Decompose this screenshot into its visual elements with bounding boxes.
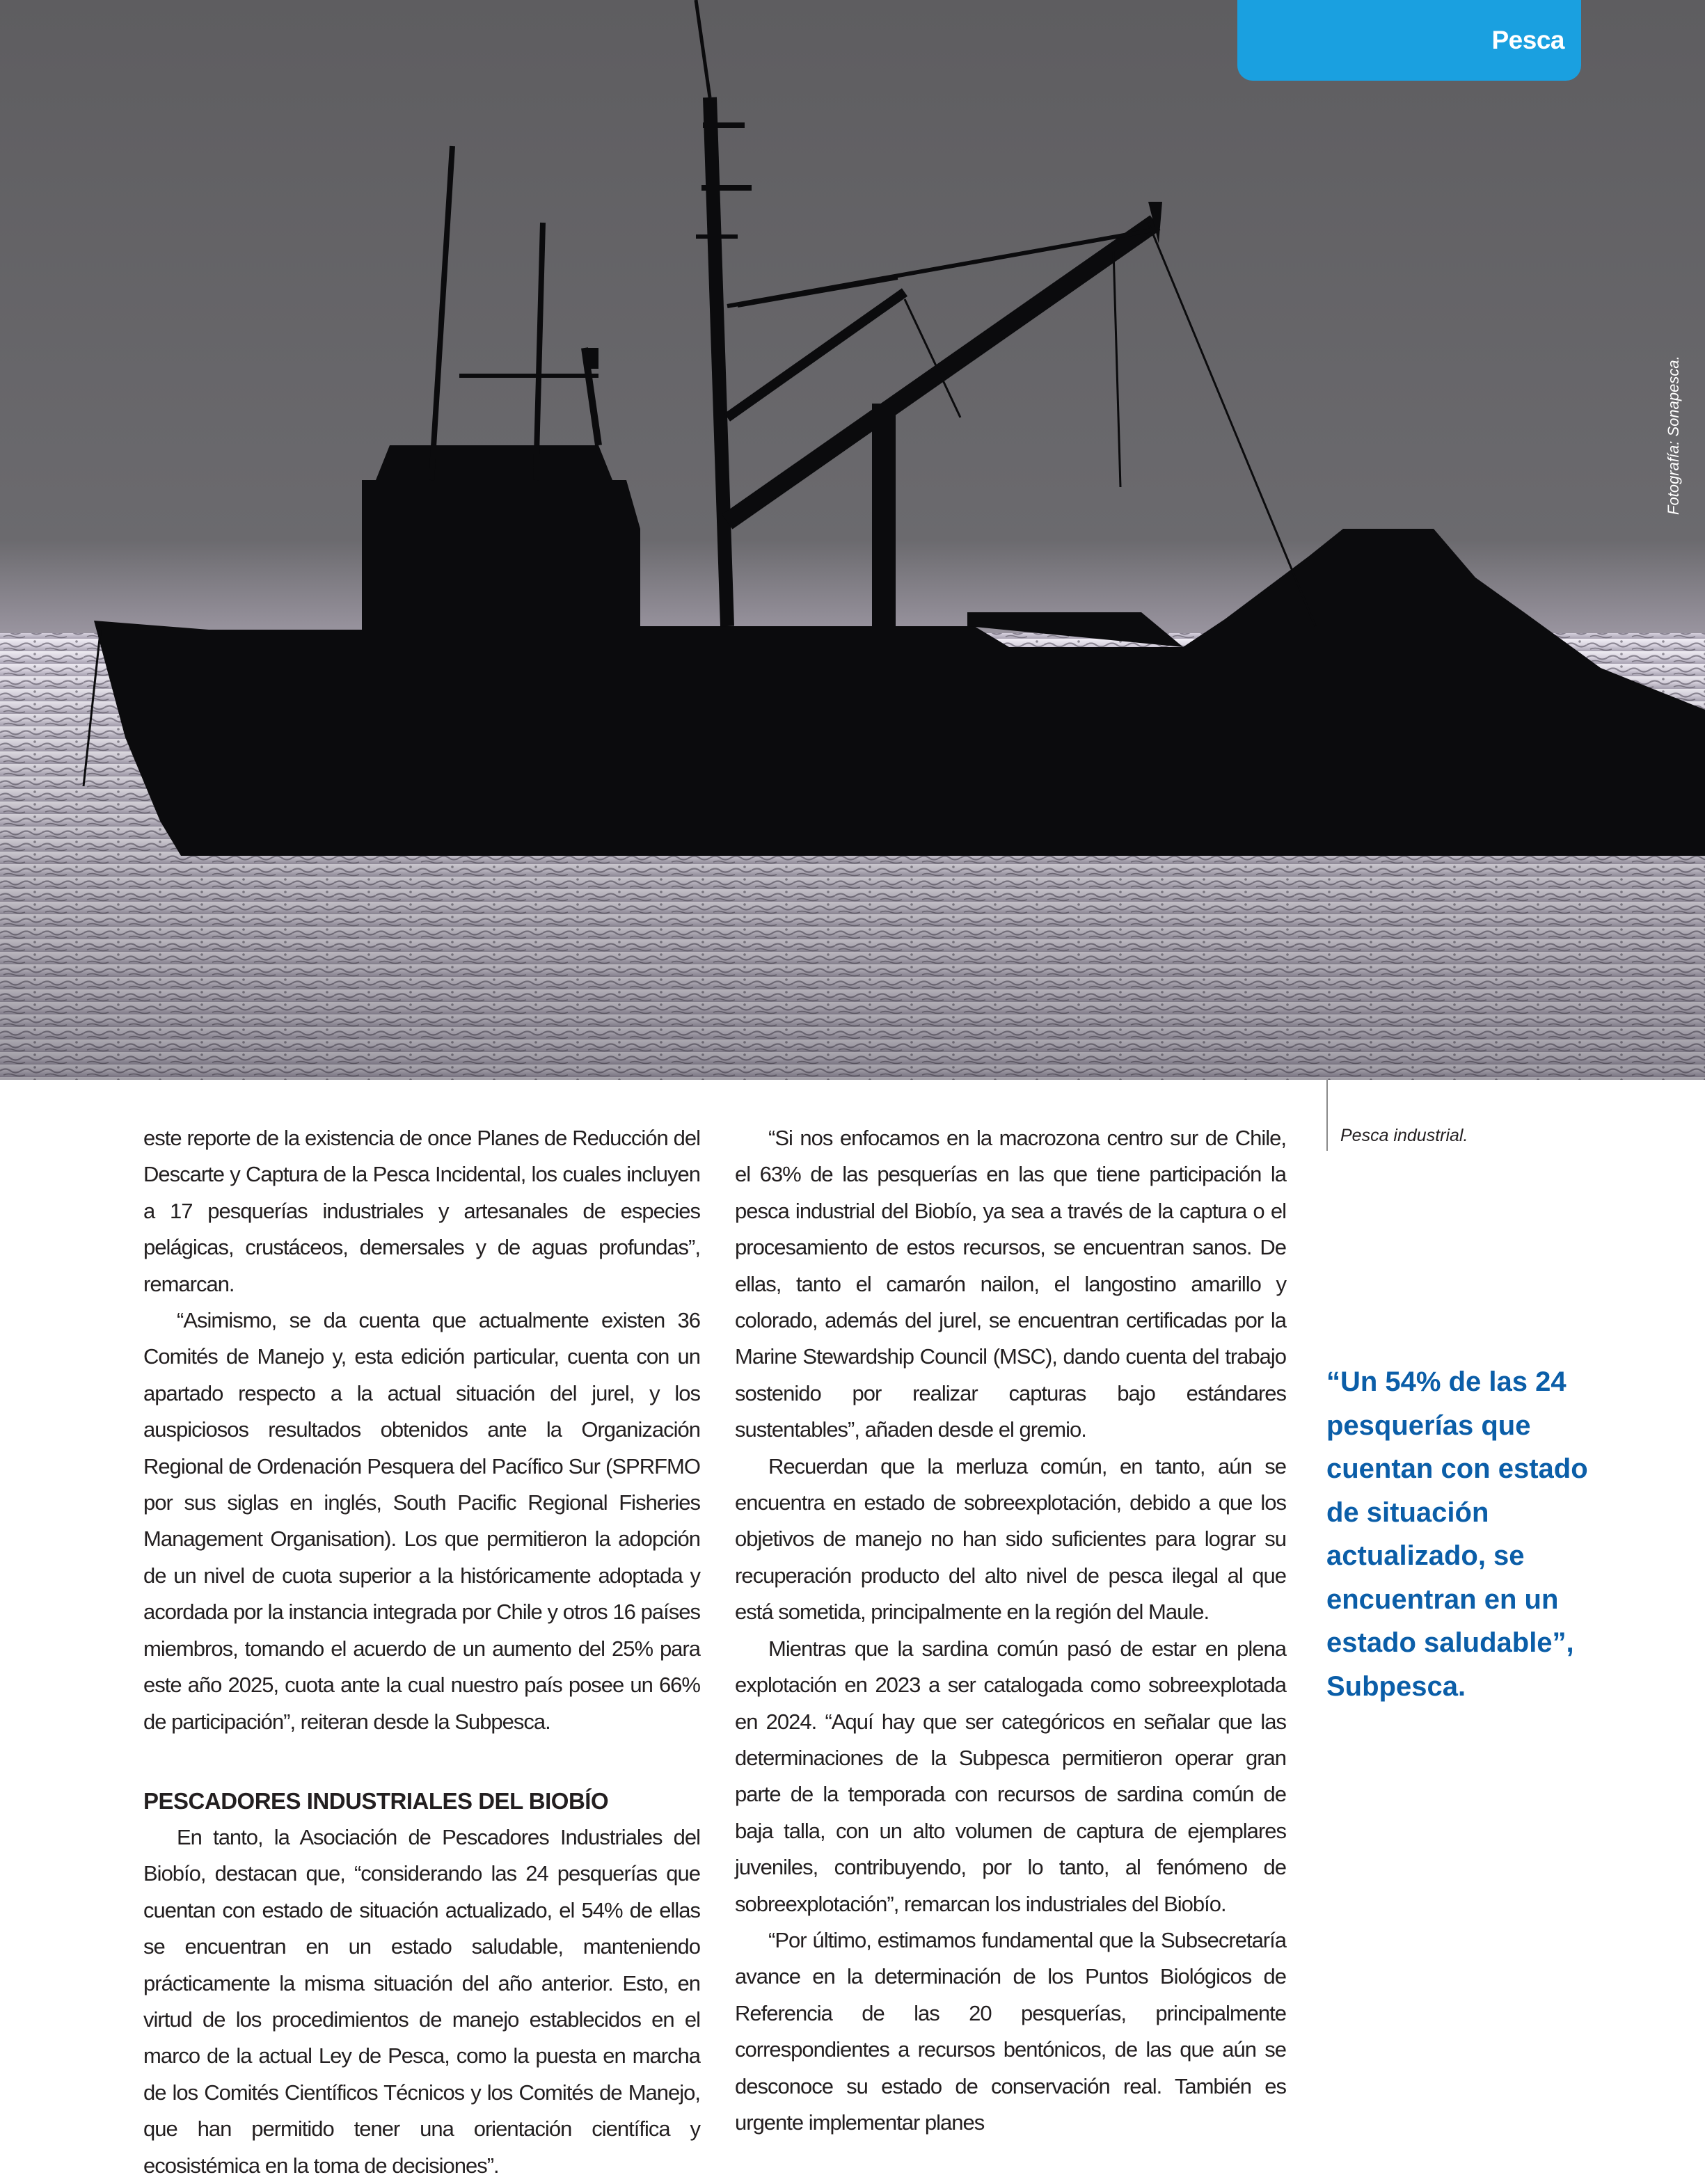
photo-credit: Fotografía: Sonapesca. bbox=[1665, 356, 1682, 515]
paragraph: “Si nos enfocamos en la macrozona centro sur de Chile, el 63% de las pesquerías en las que tiene participación la pesca industrial del Biobío, ya sea a través de la captura o el procesamiento de estos recursos, se encuentran sanos. De ellas, tanto el camarón nailon, el langostino amarillo y colorado, además del jurel, se encuentran certificadas por la Marine Stewardship Council (MSC), dando cuenta del trabajo sostenido por realizar capturas bajo estándares sustentables”, añaden desde el gremio. bbox=[735, 1126, 1286, 1442]
section-tab bbox=[1237, 0, 1581, 81]
paragraph: “Por último, estimamos fundamental que la Subsecretaría avance en la determinación de los Puntos Biológicos de Referencia de las 20 pesquerías, principalmente correspondientes a recursos bentónicos, de las que aún se desconoce su estado de conservación real. También es urgente implementar planes bbox=[735, 1927, 1286, 2135]
article-column-middle bbox=[735, 1120, 1286, 2141]
section-heading: PESCADORES INDUSTRIALES DEL BIOBÍO bbox=[143, 1787, 609, 1814]
article-column-left bbox=[143, 1120, 700, 2184]
sky bbox=[0, 0, 1705, 635]
caption-divider bbox=[1326, 1080, 1328, 1151]
section-label: Pesca bbox=[1491, 26, 1564, 54]
pull-quote: “Un 54% de las 24 pesquerías que cuentan con estado de situación actualizado, se encuentran en un estado saludable”, Subpesca. bbox=[1326, 1366, 1588, 1702]
paragraph: Recuerdan que la merluza común, en tanto, aún se encuentra en estado de sobreexplotación, debido a que los objetivos de manejo no han sido suficientes para lograr su recuperación producto del alto nivel de pesca ilegal al que está sometida, principalmente en la región del Maule. bbox=[735, 1453, 1286, 1625]
paragraph: En tanto, la Asociación de Pescadores Industriales del Biobío, destacan que, “considerando las 24 pesquerías que cuentan con estado de situación actualizado, el 54% de ellas se encuentran en un estado saludable, manteniendo prácticamente la misma situación del año anterior. Esto, en virtud de los procedimientos de manejo establecidos en el marco de la actual Ley de Pesca, como la puesta en marcha de los Comités Científicos Técnicos y los Comités de Manejo, que han permitido tener una orientación científica y ecosistémica en la toma de decisiones”. bbox=[143, 1824, 700, 2178]
paragraph: “Asimismo, se da cuenta que actualmente existen 36 Comités de Manejo y, esta edición particular, cuenta con un apartado respecto a la actual situación del jurel, y los auspiciosos resultados obtenidos ante la Organización Regional de Ordenación Pesquera del Pacífico Sur (SPRFMO por sus siglas en inglés, South Pacific Regional Fisheries Management Organisation). Los que permitieron la adopción de un nivel de cuota superior a la históricamente adoptada y acordada por la instancia integrada por Chile y otros 16 países miembros, tomando el acuerdo de un aumento del 25% para este año 2025, cuota ante la cual nuestro país posee un 66% de participación”, reiteran desde la Subpesca. bbox=[143, 1308, 700, 1734]
hero-photo bbox=[0, 0, 1705, 1080]
paragraph: Mientras que la sardina común pasó de estar en plena explotación en 2023 a ser catalogada como sobreexplotada en 2024. “Aquí hay que ser categóricos en señalar que las determinaciones de la Subpesca permitieron operar gran parte de la temporada con recursos de sardina común de baja talla, con un alto volumen de captura de ejemplares juveniles, contribuyendo, por lo tanto, al fenómeno de sobreexplotación”, remarcan los industriales del Biobío. bbox=[735, 1636, 1286, 1916]
photo-caption: Pesca industrial. bbox=[1340, 1126, 1468, 1145]
paragraph: este reporte de la existencia de once Planes de Reducción del Descarte y Captura de la Pesca Incidental, los cuales incluyen a 17 pesquerías industriales y artesanales de especies pelágicas, crustáceos, demersales y de aguas profundas”, remarcan. bbox=[143, 1126, 700, 1296]
